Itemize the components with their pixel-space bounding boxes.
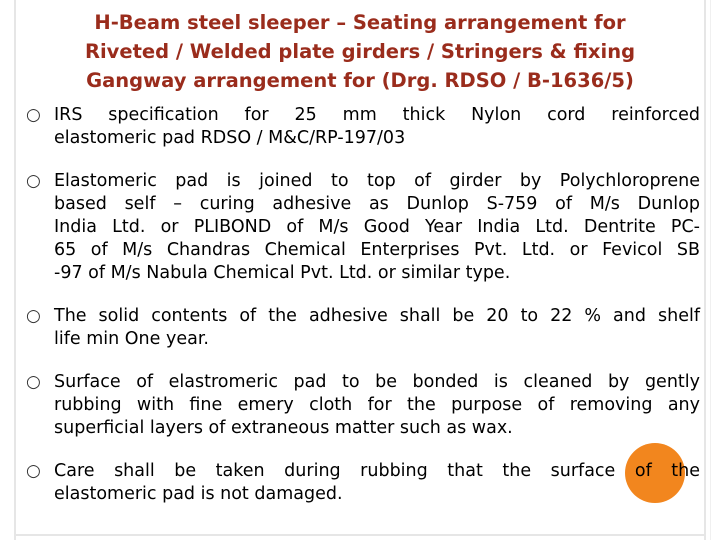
frame-line-right-inner <box>710 0 711 540</box>
title-line: H-Beam steel sleeper – Seating arrangement for <box>94 11 626 34</box>
bullet-line: elastomeric pad is not damaged. <box>54 484 343 504</box>
bullet-item <box>20 371 700 440</box>
bullet-item <box>20 104 700 150</box>
circle-outline-bullet-icon: ○ <box>26 461 41 481</box>
bullet-text <box>54 170 700 285</box>
bullet-line: 65 of M/s Chandras Chemical Enterprises Pvt. Ltd. or Fevicol SB <box>54 240 700 260</box>
circle-outline-bullet-icon: ○ <box>26 171 41 191</box>
bullet-text <box>54 371 700 440</box>
bullet-line: Elastomeric pad is joined to top of girder by Polychloroprene <box>54 171 700 191</box>
bullet-item <box>20 460 700 506</box>
bullet-line: The solid contents of the adhesive shall be 20 to 22 % and shelf <box>54 306 700 326</box>
bullet-item <box>20 305 700 351</box>
slide-title <box>20 8 700 95</box>
frame-line-left <box>14 0 16 540</box>
bullet-line: life min One year. <box>54 329 209 349</box>
title-line: Riveted / Welded plate girders / Stringers & fixing <box>84 40 636 63</box>
bullet-text <box>54 104 700 150</box>
bullet-line: -97 of M/s Nabula Chemical Pvt. Ltd. or similar type. <box>54 263 511 283</box>
bullet-item <box>20 170 700 285</box>
circle-outline-bullet-icon: ○ <box>26 306 41 326</box>
bullet-list <box>20 104 700 526</box>
circle-outline-bullet-icon: ○ <box>26 372 41 392</box>
bullet-line: IRS specification for 25 mm thick Nylon cord reinforced <box>54 105 700 125</box>
bullet-line: Care shall be taken during rubbing that the surface of the <box>54 461 700 481</box>
frame-line-right <box>704 0 706 540</box>
bullet-line: elastomeric pad RDSO / M&C/RP-197/03 <box>54 128 406 148</box>
bullet-line: superficial layers of extraneous matter such as wax. <box>54 418 513 438</box>
circle-outline-bullet-icon: ○ <box>26 105 41 125</box>
bullet-text <box>54 305 700 351</box>
bullet-text <box>54 460 700 506</box>
bullet-line: rubbing with fine emery cloth for the purpose of removing any <box>54 395 700 415</box>
title-line: Gangway arrangement for (Drg. RDSO / B-1636/5) <box>86 69 634 92</box>
bullet-line: based self – curing adhesive as Dunlop S-759 of M/s Dunlop <box>54 194 700 214</box>
frame-line-bottom <box>14 534 706 536</box>
bullet-line: India Ltd. or PLIBOND of M/s Good Year India Ltd. Dentrite PC- <box>54 217 700 237</box>
bullet-line: Surface of elastromeric pad to be bonded is cleaned by gently <box>54 372 700 392</box>
